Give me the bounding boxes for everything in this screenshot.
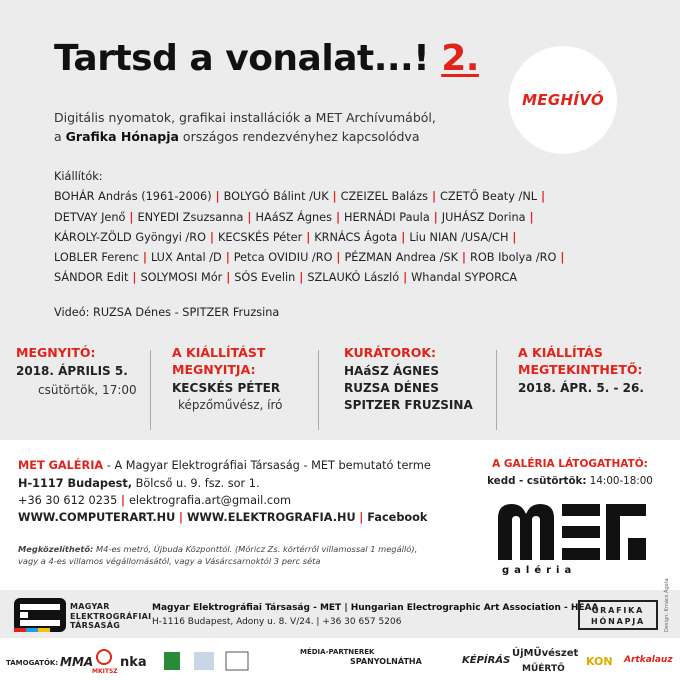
artist-name: JUHÁSZ Dorina: [441, 210, 526, 224]
opener-name: KECSKÉS PÉTER: [172, 381, 281, 395]
separator: |: [332, 210, 345, 224]
gallery-address: [18, 477, 260, 490]
artist-name: CZETŐ Beaty /NL: [440, 190, 538, 204]
artist-name: SOLYMOSI Mór: [140, 271, 223, 285]
curators-heading: KURÁTOROK:: [344, 345, 437, 360]
artist-name: ENYEDI Zsuzsanna: [137, 210, 244, 224]
separator: |: [429, 210, 442, 224]
artist-name: SZLAUKÓ László: [307, 271, 400, 285]
open-days: kedd - csütörtök:: [487, 475, 587, 487]
opening-date: 2018. ÁPRILIS 5.: [16, 364, 128, 378]
logo-line: MAGYAR: [70, 602, 110, 611]
artist-name: BOLYGÓ Bálint /UK: [223, 190, 329, 204]
grafika-honapja-logo: [578, 600, 658, 630]
separator: |: [458, 251, 470, 265]
sponsor-logo: KON: [586, 655, 613, 668]
artist-name: HERNÁDI Paula: [344, 210, 430, 224]
address-street: Bölcső u. 9. fsz. sor 1.: [135, 477, 260, 490]
sponsor-logo: MKITSZ: [92, 668, 118, 675]
opening-hours: [480, 475, 660, 487]
gallery-email[interactable]: elektrografia.art@gmail.com: [128, 494, 292, 507]
opener-role: képzőművész, író: [178, 398, 283, 412]
logo-line: TÁRSASÁG: [70, 621, 121, 630]
association-address: H-1116 Budapest, Adony u. 8. V/24. | +36 30 657 5206: [152, 617, 402, 627]
web-link-1[interactable]: WWW.COMPUTERART.HU: [18, 511, 176, 524]
artists-label: Kiállítók:: [54, 170, 103, 183]
opening-time: csütörtök, 17:00: [38, 383, 137, 397]
separator: |: [302, 230, 315, 244]
sponsor-logo: ÚjMŰvészet: [512, 648, 579, 659]
artist-name: KÁROLY-ZÖLD Gyöngyi /RO: [54, 230, 206, 244]
approach-line-2: vagy a 4-es villamos végállomásától, vagy a Vásárcsarnoktól 3 perc séta: [18, 556, 321, 566]
facebook-link[interactable]: Facebook: [367, 511, 428, 524]
separator: |: [508, 230, 517, 244]
separator: |: [205, 230, 218, 244]
viewing-heading-1: A KIÁLLÍTÁS: [518, 345, 603, 360]
separator: |: [556, 251, 565, 265]
sponsor-icons: [160, 648, 270, 676]
artists-line: [54, 228, 574, 248]
logo-line: ELEKTROGRÁFIAI: [70, 611, 152, 621]
separator: |: [399, 271, 412, 285]
sponsor-logo: Artkalauz: [624, 655, 673, 665]
opener-heading-1: A KIÁLLÍTÁST: [172, 345, 266, 360]
separator: |: [428, 190, 441, 204]
opener-heading-2: MEGNYITJA:: [172, 362, 256, 377]
sponsors-label: TÁMOGATÓK:: [6, 659, 59, 667]
gh-line: GRAFIKA: [591, 606, 645, 615]
invitation-badge: [509, 46, 617, 154]
sponsor-logo: MMA: [60, 655, 94, 669]
artists-line: [54, 268, 574, 288]
curator-name: SPITZER FRUZSINA: [344, 398, 473, 412]
separator: |: [243, 210, 256, 224]
curator-name: RUZSA DÉNES: [344, 381, 439, 395]
subtitle-pre: a: [54, 129, 62, 144]
page-title: [54, 38, 479, 79]
media-partners-label: MÉDIA-PARTNEREK: [300, 648, 375, 656]
curators-column: [344, 344, 473, 414]
artist-name: SÓS Evelin: [234, 271, 296, 285]
artist-name: Liu NIAN /USA/CH: [409, 230, 509, 244]
artist-name: LUX Antal /D: [150, 251, 222, 265]
artists-line: [54, 187, 574, 207]
opening-heading: MEGNYITÓ:: [16, 345, 96, 360]
viewing-heading-2: MEGTEKINTHETŐ:: [518, 362, 643, 377]
separator: |: [128, 271, 141, 285]
separator: |: [295, 271, 308, 285]
gh-line: HÓNAPJA: [590, 617, 645, 626]
gallery-description: - A Magyar Elektrográfiai Társaság - MET bemutató terme: [106, 459, 431, 472]
subtitle-bold: Grafika Hónapja: [65, 129, 179, 144]
curator-name: HAáSZ ÁGNES: [344, 364, 439, 378]
web-link-2[interactable]: WWW.ELEKTROGRAFIA.HU: [186, 511, 356, 524]
divider: [150, 350, 151, 430]
artist-name: KECSKÉS Péter: [217, 230, 303, 244]
subtitle-line-2: [54, 127, 504, 146]
separator: |: [138, 251, 151, 265]
gallery-name: MET GALÉRIA: [18, 459, 104, 472]
badge-text: MEGHÍVÓ: [522, 91, 604, 109]
separator: |: [332, 251, 345, 265]
separator: |: [328, 190, 341, 204]
gallery-phone: +36 30 612 0235: [18, 494, 118, 507]
divider: [318, 350, 319, 430]
separator: |: [222, 271, 235, 285]
opening-column: [16, 344, 137, 399]
artist-name: Petca OVIDIU /RO: [233, 251, 333, 265]
sponsor-logo: SPANYOLNÁTHA: [350, 657, 422, 666]
artist-name: HAáSZ Ágnes: [255, 210, 333, 224]
artist-name: PÉZMAN Andrea /SK: [344, 251, 458, 265]
subtitle-post: országos rendezvényhez kapcsolódva: [182, 129, 420, 144]
subtitle-line-1: Digitális nyomatok, grafikai installációk a MET Archívumából,: [54, 110, 436, 125]
artist-name: DETVAY Jenő: [54, 210, 126, 224]
association-name: Magyar Elektrográfiai Társaság - MET | Hungarian Electrographic Art Association - HEAA: [152, 603, 599, 613]
divider: [496, 350, 497, 430]
sponsor-logo: KÉPÍRÁS: [462, 655, 511, 666]
address-city: H-1117 Budapest,: [18, 477, 133, 490]
separator: |: [397, 230, 410, 244]
met-gallery-logo: [494, 498, 650, 564]
sponsor-logo: MŰÉRTŐ: [522, 664, 565, 674]
design-credit: Design: Krnács Ágota: [664, 578, 670, 632]
gallery-web: WWW.COMPUTERART.HU | WWW.ELEKTROGRAFIA.HU | Facebook: [18, 511, 428, 524]
artists-line: [54, 248, 574, 268]
edition-number: 2.: [441, 38, 479, 79]
separator: |: [221, 251, 234, 265]
separator: |: [525, 210, 534, 224]
opener-column: [172, 344, 282, 414]
sponsor-logo: nka: [120, 655, 147, 670]
event-info: [0, 344, 680, 432]
artist-name: ROB Ibolya /RO: [470, 251, 557, 265]
subtitle: [54, 108, 504, 146]
gallery-title: [18, 459, 431, 472]
artist-name: LOBLER Ferenc: [54, 251, 139, 265]
met-association-logo: [14, 598, 66, 632]
artist-name: SÁNDOR Edit: [54, 271, 129, 285]
viewing-column: [518, 344, 644, 397]
approach-info: [18, 543, 418, 567]
artist-name: BOHÁR András (1961-2006): [54, 190, 212, 204]
artist-name: KRNÁCS Ágota: [314, 230, 398, 244]
artist-name: CZEIZEL Balázs: [340, 190, 429, 204]
approach-label: Megközelíthető:: [18, 544, 94, 554]
open-hours: 14:00-18:00: [589, 475, 653, 487]
association-logo-text: [70, 602, 151, 631]
separator: |: [125, 210, 138, 224]
separator: |: [211, 190, 224, 204]
viewing-dates: 2018. ÁPR. 5. - 26.: [518, 381, 644, 395]
mkitsz-icon: [96, 648, 112, 666]
approach-line-1: M4-es metró, Újbuda Központtól. (Móricz Zs. körtérről villamossal 1 megálló),: [96, 544, 418, 554]
met-logo-subtitle: galéria: [502, 565, 577, 576]
opening-hours-heading: A GALÉRIA LÁTOGATHATÓ:: [492, 458, 648, 470]
artists-list: [54, 167, 574, 289]
artists-line: [54, 208, 574, 228]
gallery-contact: +36 30 612 0235 | elektrografia.art@gmail.com: [18, 494, 292, 507]
separator: |: [537, 190, 546, 204]
title-text: Tartsd a vonalat...!: [54, 38, 430, 79]
artist-name: Whandal SYPORCA: [411, 271, 518, 285]
video-credit: Videó: RUZSA Dénes - SPITZER Fruzsina: [54, 306, 280, 319]
